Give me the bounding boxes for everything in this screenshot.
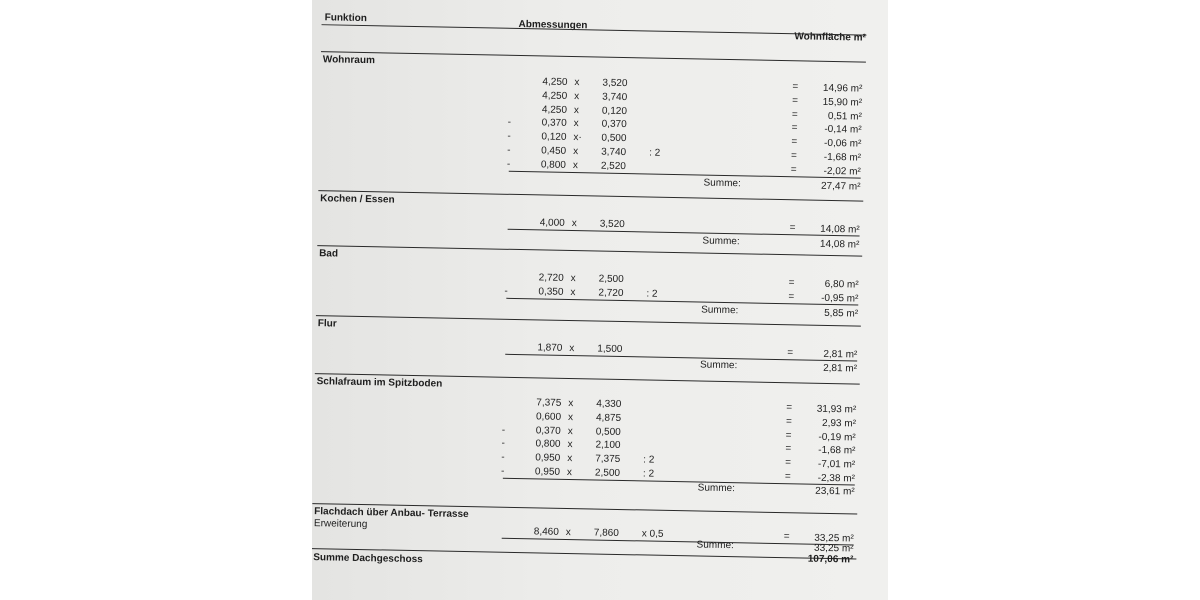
divisor: x 0,5 xyxy=(641,528,664,540)
area-value: -2,38 m² xyxy=(817,472,856,485)
dimension-a: 0,370 xyxy=(535,424,561,437)
times-sign: x xyxy=(566,466,573,479)
dimension-b: 7,860 xyxy=(593,527,619,539)
area-value: 6,80 m² xyxy=(824,278,859,291)
times-sign: x xyxy=(568,397,574,410)
area-value: -0,14 m² xyxy=(824,124,862,136)
summe-value: 27,47 m² xyxy=(820,180,861,193)
equals-sign: = xyxy=(788,277,795,289)
equals-sign: = xyxy=(788,290,795,303)
equals-sign: = xyxy=(785,443,792,455)
dimension-a: 0,950 xyxy=(535,452,561,465)
area-value: -2,02 m² xyxy=(823,165,861,178)
dimension-b: 1,500 xyxy=(597,343,623,356)
area-value: 14,96 m² xyxy=(822,82,863,95)
dimension-b: 2,720 xyxy=(598,287,624,299)
dimension-b: 0,500 xyxy=(595,426,621,438)
dimension-a: 0,800 xyxy=(535,438,561,451)
summe-label: Summe: xyxy=(696,539,734,552)
minus-sign: - xyxy=(501,424,506,436)
minus-sign: - xyxy=(504,285,508,297)
times-sign: x xyxy=(572,159,578,171)
equals-sign: = xyxy=(791,108,798,120)
summe-value: 23,61 m² xyxy=(815,485,855,498)
area-value: -0,19 m² xyxy=(818,431,856,444)
dimension-a: 0,370 xyxy=(541,117,567,130)
equals-sign: = xyxy=(792,81,799,93)
times-sign: x xyxy=(570,273,576,285)
dimension-b: 3,520 xyxy=(602,77,628,90)
times-sign: x xyxy=(567,439,573,451)
section-title: Bad xyxy=(319,248,339,260)
times-sign: x xyxy=(574,90,580,102)
equals-sign: = xyxy=(786,402,793,414)
equals-sign: = xyxy=(785,429,792,441)
summe-label: Summe: xyxy=(701,304,739,317)
times-sign: x xyxy=(571,218,577,230)
minus-sign: - xyxy=(506,158,511,170)
dimension-a: 4,250 xyxy=(542,76,568,88)
equals-sign: = xyxy=(791,136,798,148)
header-abmessungen: Abmessungen xyxy=(518,18,588,32)
dimension-a: 8,460 xyxy=(533,526,559,538)
dimension-a: 0,950 xyxy=(534,466,561,478)
dimension-b: 3,740 xyxy=(602,91,628,103)
dimension-a: 4,250 xyxy=(541,104,568,116)
area-value: -1,68 m² xyxy=(818,445,856,457)
dimension-b: 7,375 xyxy=(595,453,621,466)
summe-value: 33,25 m² xyxy=(813,542,854,555)
header-wohnflaeche: Wohnfläche m² xyxy=(794,31,866,44)
equals-sign: = xyxy=(785,415,792,428)
dimension-b: 0,120 xyxy=(601,105,628,117)
summe-value: 5,85 m² xyxy=(824,307,859,320)
dimension-a: 0,450 xyxy=(541,145,567,157)
dimension-b: 4,330 xyxy=(596,398,622,411)
times-sign: x xyxy=(574,77,580,89)
section-rule xyxy=(321,51,866,62)
dimension-a: 0,350 xyxy=(538,286,564,298)
dimension-a: 7,375 xyxy=(536,397,562,409)
summe-label: Summe: xyxy=(699,359,738,372)
section-subtitle: Erweiterung xyxy=(313,518,368,531)
minus-sign: - xyxy=(507,117,512,129)
times-sign: x xyxy=(567,425,573,437)
dimension-b: 2,500 xyxy=(598,273,624,286)
equals-sign: = xyxy=(791,122,798,134)
dimension-b: 2,520 xyxy=(600,160,627,172)
times-sign: x xyxy=(573,104,580,116)
dimension-a: 2,720 xyxy=(538,272,564,284)
area-value: -7,01 m² xyxy=(817,458,856,471)
section-rule xyxy=(318,190,863,201)
dimension-b: 3,740 xyxy=(601,146,627,159)
minus-sign: - xyxy=(500,465,505,477)
dimension-b: 2,500 xyxy=(594,467,621,479)
divisor: : 2 xyxy=(649,147,661,159)
equals-sign: = xyxy=(790,164,797,176)
divisor: : 2 xyxy=(643,454,655,466)
area-calculation-table xyxy=(312,0,888,600)
dimension-a: 0,800 xyxy=(540,159,567,171)
total-label: Summe Dachgeschoss xyxy=(313,552,423,566)
section-title: Schlafraum im Spitzboden xyxy=(316,376,443,390)
times-sign: x· xyxy=(573,132,582,144)
times-sign: x xyxy=(567,453,573,465)
summe-label: Summe: xyxy=(697,482,736,495)
section-title: Wohnraum xyxy=(322,54,375,67)
area-value: 31,93 m² xyxy=(816,403,857,416)
summe-label: Summe: xyxy=(702,235,740,248)
equals-sign: = xyxy=(783,531,790,543)
times-sign: x xyxy=(565,526,571,539)
area-value: -0,06 m² xyxy=(823,138,862,150)
divisor: : 2 xyxy=(646,288,658,300)
dimension-b: 2,100 xyxy=(595,439,621,452)
total-value: 107,06 m² xyxy=(807,553,854,566)
times-sign: x xyxy=(569,343,575,355)
equals-sign: = xyxy=(785,457,792,469)
dimension-b: 4,875 xyxy=(595,412,622,424)
area-value: 33,25 m² xyxy=(814,532,854,545)
dimension-a: 0,600 xyxy=(535,411,562,423)
minus-sign: - xyxy=(501,451,505,463)
document-page xyxy=(312,0,888,600)
minus-sign: - xyxy=(501,438,505,450)
area-value: 0,51 m² xyxy=(827,110,862,123)
dimension-b: 0,370 xyxy=(601,118,627,131)
dimension-b: 0,500 xyxy=(601,132,627,145)
dimension-a: 0,120 xyxy=(541,131,567,144)
dimension-a: 1,870 xyxy=(537,342,563,354)
times-sign: x xyxy=(567,411,574,423)
minus-sign: - xyxy=(507,144,511,156)
area-value: -0,95 m² xyxy=(821,292,859,305)
header-rule xyxy=(322,24,867,35)
divisor: : 2 xyxy=(642,468,655,480)
area-value: 2,93 m² xyxy=(821,417,857,430)
equals-sign: = xyxy=(790,150,798,162)
times-sign: x xyxy=(573,146,579,158)
section-title: Flachdach über Anbau- Terrasse xyxy=(314,506,469,521)
section-title: Kochen / Essen xyxy=(320,193,395,206)
equals-sign: = xyxy=(792,95,799,107)
summe-label: Summe: xyxy=(703,177,741,190)
times-sign: x xyxy=(570,286,576,298)
area-value: -1,68 m² xyxy=(823,151,862,164)
equals-sign: = xyxy=(789,222,796,234)
times-sign: x xyxy=(573,118,579,130)
header-funktion: Funktion xyxy=(324,12,367,25)
equals-sign: = xyxy=(784,471,791,483)
dimension-b: 3,520 xyxy=(599,218,625,231)
equals-sign: = xyxy=(787,347,794,359)
summe-value: 14,08 m² xyxy=(819,238,860,251)
area-value: 2,81 m² xyxy=(823,348,858,361)
area-value: 15,90 m² xyxy=(822,96,863,109)
dimension-a: 4,000 xyxy=(539,217,565,229)
section-title: Flur xyxy=(317,318,337,330)
area-value: 14,08 m² xyxy=(820,223,860,236)
dimension-a: 4,250 xyxy=(542,90,568,102)
summe-value: 2,81 m² xyxy=(823,362,858,375)
minus-sign: - xyxy=(507,130,511,143)
